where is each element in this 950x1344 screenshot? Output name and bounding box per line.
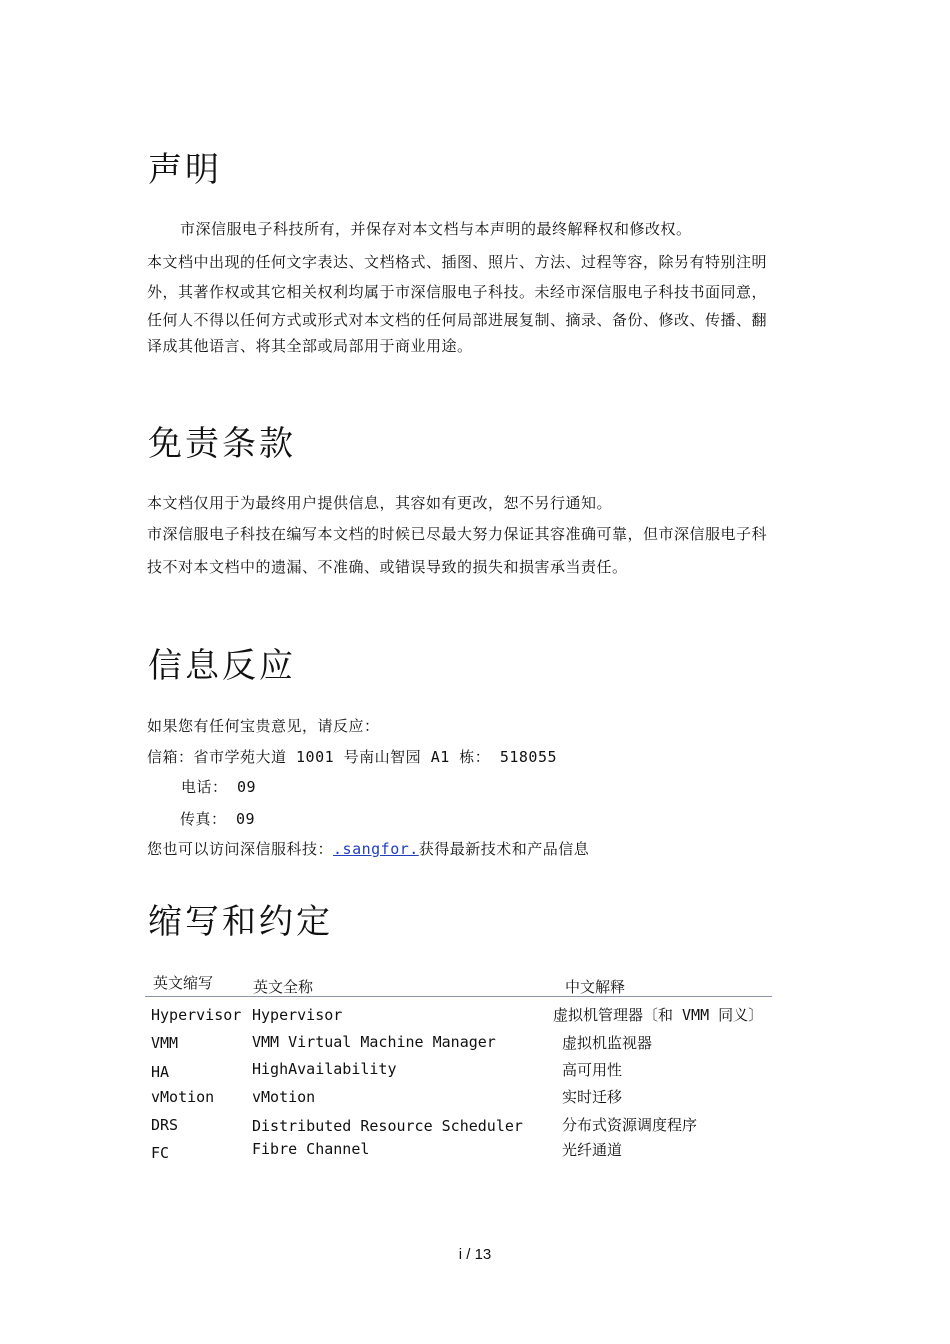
declaration-line: 本文档中出现的任何文字表达、文档格式、插图、照片、方法、过程等容，除另有特别注明 xyxy=(147,253,768,271)
header-rule xyxy=(145,996,772,997)
disclaimer-line: 本文档仅用于为最终用户提供信息，其容如有更改，恕不另行通知。 xyxy=(147,494,613,512)
table-cell-meaning: 实时迁移 xyxy=(562,1088,623,1106)
abbrev-heading: 缩写和约定 xyxy=(148,902,333,942)
phone-number: 电话： 09 xyxy=(181,778,257,796)
table-cell-abbrev: FC xyxy=(151,1144,170,1162)
fax-number: 传真： 09 xyxy=(180,810,256,828)
disclaimer-line: 技不对本文档中的遗漏、不准确、或错误导致的损失和损害承当责任。 xyxy=(147,558,628,576)
disclaimer-line: 市深信服电子科技在编写本文档的时候已尽最大努力保证其容准确可靠，但市深信服电子科 xyxy=(147,525,768,543)
table-cell-fullname: vMotion xyxy=(252,1088,316,1106)
table-cell-meaning: 分布式资源调度程序 xyxy=(562,1116,698,1134)
feedback-heading: 信息反应 xyxy=(148,646,296,686)
declaration-heading: 声明 xyxy=(148,150,222,190)
website-link[interactable]: .sangfor. xyxy=(333,840,419,858)
declaration-line: 译成其他语言、将其全部或局部用于商业用途。 xyxy=(147,337,473,355)
declaration-line: 任何人不得以任何方式或形式对本文档的任何局部进展复制、摘录、备份、修改、传播、翻 xyxy=(147,311,768,329)
column-header-abbrev: 英文缩写 xyxy=(153,974,214,992)
table-cell-fullname: Hypervisor xyxy=(252,1006,343,1024)
table-cell-fullname: Distributed Resource Scheduler xyxy=(252,1117,523,1135)
table-cell-meaning: 光纤通道 xyxy=(562,1141,623,1159)
declaration-line: 外，其著作权或其它相关权利均属于市深信服电子科技。未经市深信服电子科技书面同意， xyxy=(147,283,768,301)
table-cell-meaning: 高可用性 xyxy=(562,1061,623,1079)
page-number: i / 13 xyxy=(458,1246,492,1263)
column-header-fullname: 英文全称 xyxy=(253,978,314,996)
feedback-intro: 如果您有任何宝贵意见，请反应： xyxy=(147,717,380,735)
visit-suffix: 获得最新技术和产品信息 xyxy=(418,840,590,858)
table-cell-fullname: Fibre Channel xyxy=(252,1140,370,1158)
mailing-address: 信箱：省市学苑大道 1001 号南山智园 A1 栋： 518055 xyxy=(147,748,558,766)
table-cell-fullname: VMM Virtual Machine Manager xyxy=(252,1033,496,1051)
table-cell-abbrev: Hypervisor xyxy=(151,1006,242,1024)
disclaimer-heading: 免责条款 xyxy=(148,424,296,464)
declaration-line: 市深信服电子科技所有，并保存对本文档与本声明的最终解释权和修改权。 xyxy=(180,220,692,238)
column-header-meaning: 中文解释 xyxy=(565,978,626,996)
visit-prefix: 您也可以访问深信服科技： xyxy=(147,840,334,858)
visit-website xyxy=(147,838,589,859)
table-cell-fullname: HighAvailability xyxy=(252,1060,397,1078)
table-cell-meaning: 虚拟机监视器 xyxy=(562,1034,653,1052)
table-cell-abbrev: vMotion xyxy=(151,1088,215,1106)
table-cell-abbrev: VMM xyxy=(151,1034,179,1052)
table-cell-abbrev: HA xyxy=(151,1063,170,1081)
table-cell-meaning: 虚拟机管理器〔和 VMM 同义〕 xyxy=(553,1006,764,1024)
table-cell-abbrev: DRS xyxy=(151,1116,179,1134)
